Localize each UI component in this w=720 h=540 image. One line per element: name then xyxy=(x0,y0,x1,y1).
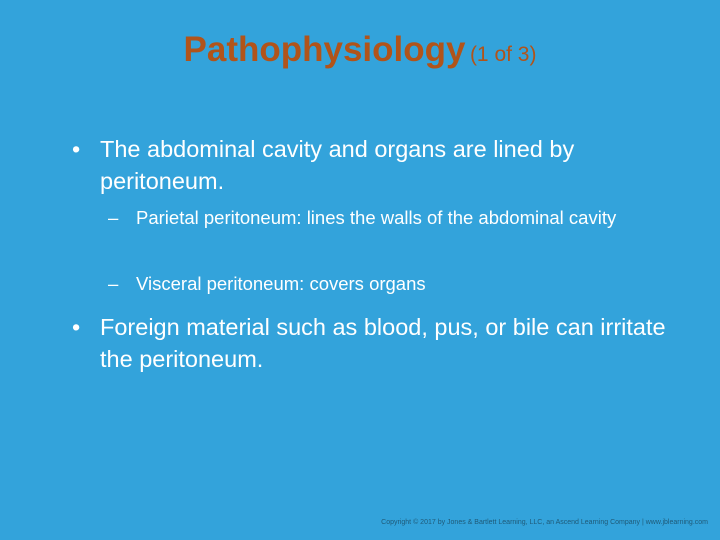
sub-bullet-marker: – xyxy=(108,273,119,294)
bullet-marker: • xyxy=(72,314,81,340)
slide-title-part: (1 of 3) xyxy=(469,43,537,66)
bullet-item xyxy=(72,311,672,375)
slide-title xyxy=(0,30,720,70)
sub-bullet-item xyxy=(108,204,628,231)
bullet-text: Foreign material such as blood, pus, or bile can irritate the peritoneum. xyxy=(100,314,666,372)
sub-bullet-marker: – xyxy=(108,207,119,228)
sub-bullet-item xyxy=(108,270,628,297)
bullet-marker: • xyxy=(72,136,81,162)
bullet-item xyxy=(72,133,652,197)
bullet-text: The abdominal cavity and organs are lined by peritoneum. xyxy=(100,136,575,194)
sub-bullet-text: Visceral peritoneum: covers organs xyxy=(136,273,426,294)
copyright-footer: Copyright © 2017 by Jones & Bartlett Learning, LLC, an Ascend Learning Company | www.jblearning.com xyxy=(381,519,708,526)
slide-title-main: Pathophysiology xyxy=(183,30,466,69)
sub-bullet-text: Parietal peritoneum: lines the walls of the abdominal cavity xyxy=(136,207,617,228)
